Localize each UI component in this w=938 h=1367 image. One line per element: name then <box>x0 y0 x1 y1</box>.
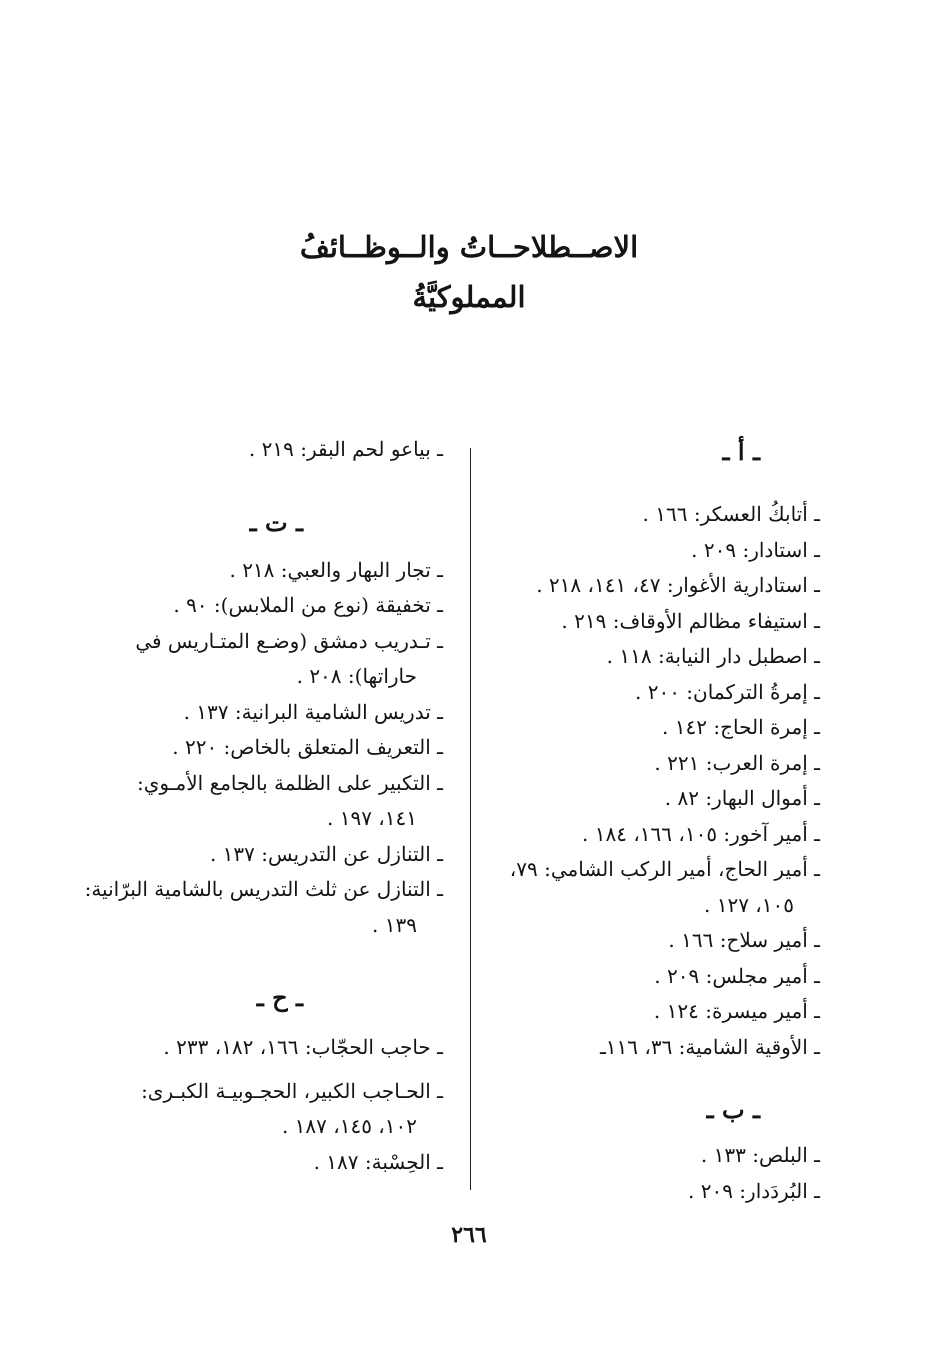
entry-continuation: حاراتها): ٢٠٨ . <box>296 664 417 688</box>
entry-continuation: ١٣٩ . <box>372 912 417 937</box>
index-entry: ـ استادار: ٢٠٩ . <box>691 537 820 562</box>
index-entry: ـ إمرة العرب: ٢٢١ . <box>654 750 820 775</box>
column-divider <box>470 448 471 1190</box>
index-entry: ـ أمير آخور: ١٠٥، ١٦٦، ١٨٤ . <box>582 821 820 846</box>
index-entry: ـ البُردَدار: ٢٠٩ . <box>687 1178 820 1203</box>
title-line-2: المملوكيَّةُ <box>412 280 526 314</box>
index-entry: ـ إمرة الحاج: ١٤٢ . <box>662 715 820 739</box>
index-entry: ـ تجار البهار والعبي: ٢١٨ . <box>229 557 443 582</box>
index-entry: ـ أمير سلاح: ١٦٦ . <box>668 928 820 952</box>
index-entry: ـ استيفاء مظالم الأوقاف: ٢١٩ . <box>561 608 820 633</box>
index-entry <box>73 1074 443 1145</box>
entry-continuation: ١٠٢، ١٤٥، ١٨٧ . <box>281 1114 417 1138</box>
section-heading-alif: ـ أ ـ <box>722 437 760 466</box>
index-entry: ـ إمرةُ التركمان: ٢٠٠ . <box>635 679 820 704</box>
index-entry: ـ البلص: ١٣٣ . <box>700 1143 820 1167</box>
page-title <box>0 222 938 322</box>
title-line-1: الاصــطلاحــاتُ والــوظــائفُ <box>299 230 639 264</box>
index-entry: ـ أمير ميسرة: ١٢٤ . <box>653 999 820 1023</box>
section-heading-ta: ـ ت ـ <box>249 507 303 537</box>
index-entry <box>484 852 820 923</box>
section-heading-ba: ـ ب ـ <box>706 1095 760 1124</box>
index-entry <box>73 872 443 943</box>
section-heading-ha: ـ ح ـ <box>256 983 303 1012</box>
index-entry: ـ استادارية الأغوار: ٤٧، ١٤١، ٢١٨ . <box>536 573 820 597</box>
index-entry: ـ بياعو لحم البقر: ٢١٩ . <box>248 437 443 461</box>
index-entry: ـ أموال البهار: ٨٢ . <box>664 786 820 810</box>
index-entry: ـ حاجب الحجّاب: ١٦٦، ١٨٢، ٢٣٣ . <box>163 1035 443 1059</box>
page-number: ٢٦٦ <box>451 1222 487 1248</box>
index-entry: ـ الأوقية الشامية: ٣٦، ١١٦ـ <box>599 1034 820 1059</box>
entry-text: ـ تـدريب دمشق (وضـع المتـاريس في <box>135 628 443 653</box>
index-entry: ـ أتابكُ العسكر: ١٦٦ . <box>642 502 820 526</box>
index-entry: ـ أمير مجلس: ٢٠٩ . <box>654 963 820 988</box>
index-entry: ـ التعريف المتعلق بالخاص: ٢٢٠ . <box>172 735 443 759</box>
index-entry: ـ التنازل عن التدريس: ١٣٧ . <box>209 841 443 866</box>
entry-continuation: ١٤١، ١٩٧ . <box>327 806 417 830</box>
entry-text: ـ التنازل عن ثلث التدريس بالشامية البرّانية: <box>84 877 443 901</box>
index-entry <box>73 766 443 837</box>
entry-text: ـ الحـاجب الكبير، الحجـوبيـة الكبـرى: <box>141 1078 443 1103</box>
entry-text: ـ أمير الحاج، أمير الركب الشامي: ٧٩، <box>509 857 820 881</box>
index-entry: ـ الحِسْبة: ١٨٧ . <box>313 1149 443 1174</box>
index-entry <box>73 624 443 695</box>
entry-text: ـ التكبير على الظلمة بالجامع الأمـوي: <box>136 770 443 795</box>
index-entry: ـ اصطبل دار النيابة: ١١٨ . <box>606 644 820 668</box>
index-entry: ـ تدريس الشامية البرانية: ١٣٧ . <box>183 699 443 724</box>
left-column <box>73 432 443 1180</box>
index-entry: ـ تخفيقة (نوع من الملابس): ٩٠ . <box>173 593 443 617</box>
right-column <box>484 432 820 1209</box>
entry-continuation: ١٠٥، ١٢٧ . <box>704 892 794 917</box>
